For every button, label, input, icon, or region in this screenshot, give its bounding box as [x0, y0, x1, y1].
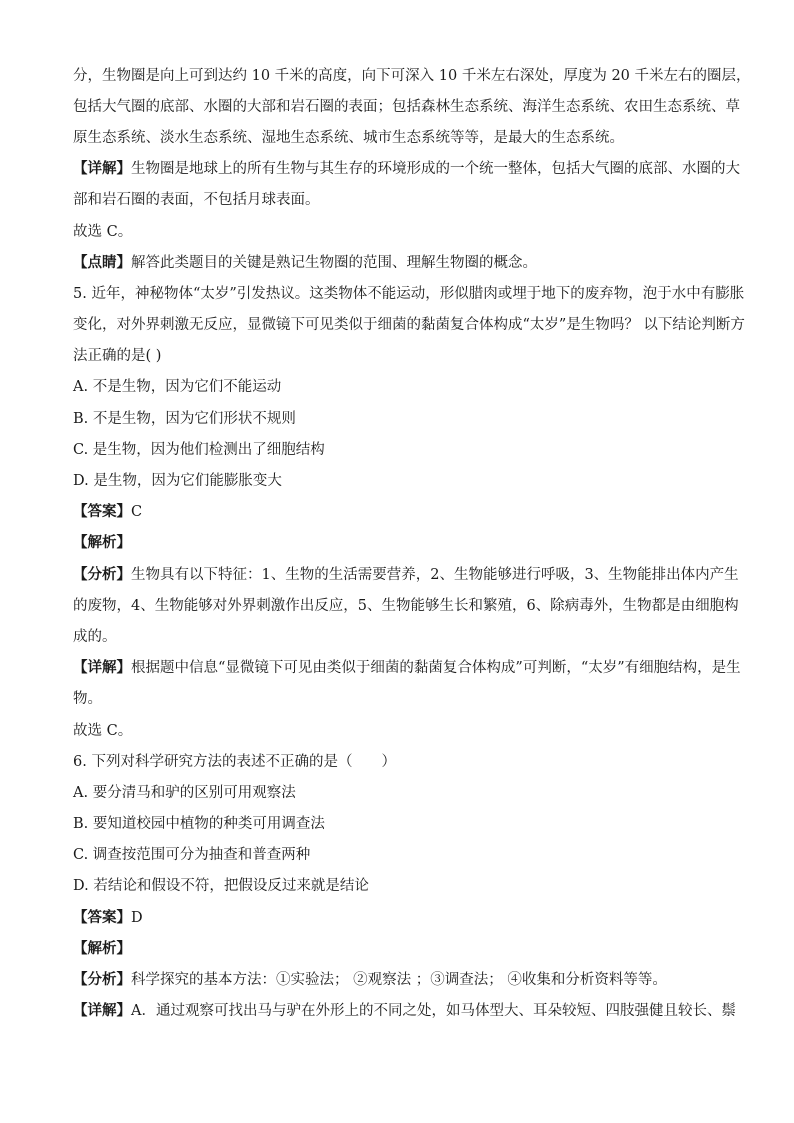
text-line: [73, 284, 745, 304]
section-tag: 【详解】: [73, 1002, 131, 1019]
text-line: [73, 409, 734, 429]
line-text: 部和岩石圈的表面，不包括月球表面。: [73, 192, 320, 208]
section-tag: 【解析】: [73, 940, 131, 957]
section-tag: 【答案】: [73, 909, 131, 926]
section-tag: 【点睛】: [73, 254, 131, 271]
line-text: 故选 C。: [73, 224, 133, 240]
section-tag: 【详解】: [73, 659, 131, 676]
text-line: [73, 721, 734, 741]
text-line: [73, 658, 741, 678]
text-line: [73, 159, 740, 179]
line-text: 6. 下列对科学研究方法的表述不正确的是（ ）: [73, 754, 396, 770]
line-text: 包括大气圈的底部、水圈的大部和岩石圈的表面；包括森林生态系统、海洋生态系统、农田生态系统、草: [73, 99, 740, 115]
text-line: [73, 66, 751, 86]
text-line: [73, 783, 734, 803]
section-tag: 【分析】: [73, 971, 131, 988]
line-text: D. 是生物，因为它们能膨胀变大: [73, 473, 282, 489]
line-text: B. 不是生物，因为它们形状不规则: [73, 411, 296, 427]
text-line: [73, 97, 740, 117]
line-text: D: [131, 910, 143, 926]
line-text: A. 要分清马和驴的区别可用观察法: [73, 785, 296, 801]
text-line: [73, 689, 734, 709]
text-line: [73, 814, 734, 834]
line-text: 根据题中信息“显微镜下可见由类似于细菌的黏菌复合体构成”可判断，“太岁”有细胞结构，是生: [131, 660, 741, 676]
line-text: 变化，对外界刺激无反应，显微镜下可见类似于细菌的黏菌复合体构成“太岁”是生物吗？ 以下结论判断方: [73, 317, 745, 333]
line-text: 科学探究的基本方法：①实验法； ②观察法 ；③调查法； ④收集和分析资料等等。: [131, 972, 667, 988]
line-text: D. 若结论和假设不符，把假设反过来就是结论: [73, 878, 369, 894]
text-line: [73, 752, 734, 772]
section-tag: 【分析】: [73, 566, 131, 583]
text-line: [73, 533, 734, 553]
line-text: 成的。: [73, 629, 117, 645]
line-text: 的废物，4、生物能够对外界刺激作出反应，5、生物能够生长和繁殖，6、除病毒外，生物都是由细胞构: [73, 598, 739, 614]
text-line: [73, 440, 734, 460]
section-tag: 【详解】: [73, 160, 131, 177]
text-line: [73, 1001, 734, 1021]
line-text: 法正确的是( ): [73, 348, 162, 364]
line-text: C. 是生物，因为他们检测出了细胞结构: [73, 442, 325, 458]
section-tag: 【解析】: [73, 534, 131, 551]
text-line: [73, 315, 745, 335]
text-line: [73, 970, 734, 990]
text-line: [73, 596, 739, 616]
line-text: A. 不是生物，因为它们不能运动: [73, 379, 282, 395]
text-line: [73, 876, 734, 896]
text-line: [73, 845, 734, 865]
text-line: [73, 190, 734, 210]
text-line: [73, 346, 734, 366]
line-text: 分，生物圈是向上可到达约 10 千米的高度，向下可深入 10 千米左右深处，厚度为 20 千米左右的圈层，: [73, 68, 751, 84]
line-text: C. 调查按范围可分为抽查和普查两种: [73, 847, 311, 863]
line-text: C: [131, 504, 143, 520]
line-text: 故选 C。: [73, 723, 133, 739]
line-text: 5. 近年，神秘物体“太岁”引发热议。这类物体不能运动，形似腊肉或埋于地下的废弃物，泡于水中有膨胀: [73, 286, 745, 302]
line-text: 解答此类题目的关键是熟记生物圈的范围、理解生物圈的概念。: [131, 255, 537, 271]
line-text: 原生态系统、淡水生态系统、湿地生态系统、城市生态系统等等，是最大的生态系统。: [73, 130, 624, 146]
text-line: [73, 502, 734, 522]
text-line: [73, 222, 734, 242]
section-tag: 【答案】: [73, 503, 131, 520]
line-text: B. 要知道校园中植物的种类可用调查法: [73, 816, 325, 832]
text-line: [73, 128, 734, 148]
line-text: 生物具有以下特征：1、生物的生活需要营养，2、生物能够进行呼吸，3、生物能排出体内产生: [131, 567, 739, 583]
text-line: [73, 377, 734, 397]
text-line: [73, 565, 739, 585]
text-line: [73, 627, 734, 647]
line-text: A．通过观察可找出马与驴在外形上的不同之处，如马体型大、耳朵较短、四肢强健且较长、鬃: [131, 1003, 736, 1019]
text-line: [73, 253, 734, 273]
line-text: 物。: [73, 691, 102, 707]
text-line: [73, 908, 734, 928]
text-line: [73, 939, 734, 959]
line-text: 生物圈是地球上的所有生物与其生存的环境形成的一个统一整体，包括大气圈的底部、水圈的大: [131, 161, 740, 177]
text-line: [73, 471, 734, 491]
